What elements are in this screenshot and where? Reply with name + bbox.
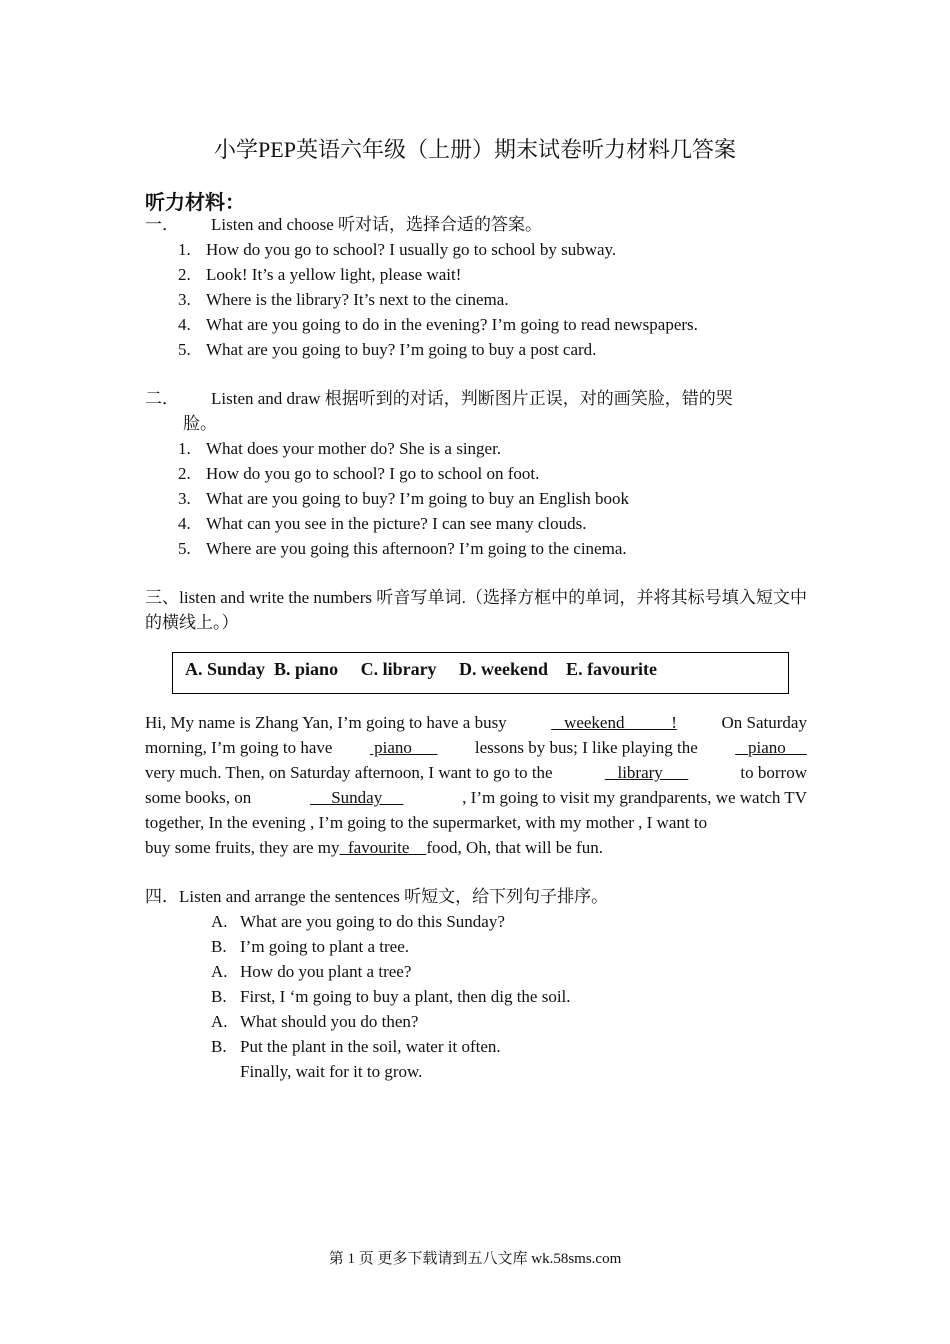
list-item: 5. What are you going to buy? I’m going to buy a post card. (178, 340, 597, 359)
section2-title-continued: 脸。 (183, 414, 217, 433)
blank-answer: _ weekend _____! (551, 713, 677, 732)
section3-title: 三、listen and write the numbers 听音写单词.（选择方框中的单词，并将其标号填入短文中的横线上。） (145, 588, 807, 632)
page-title: 小学PEP英语六年级（上册）期末试卷听力材料几答案 (214, 137, 736, 162)
word-bank-box (172, 652, 789, 694)
blank-answer: favourite (339, 838, 427, 857)
list-item: 2. How do you go to school? I go to school on foot. (178, 464, 540, 483)
blank-answer: piano (369, 738, 438, 757)
list-item: 4. What can you see in the picture? I can see many clouds. (178, 514, 587, 533)
list-item: 3. What are you going to buy? I’m going to buy an English book (178, 489, 630, 508)
list-item: 1. What does your mother do? She is a singer. (178, 439, 502, 458)
list-item: Finally, wait for it to grow. (240, 1062, 423, 1081)
list-item: B. Put the plant in the soil, water it often. (211, 1037, 501, 1056)
section2-title: Listen and draw 根据听到的对话，判断图片正误，对的画笑脸，错的哭 (211, 389, 733, 408)
section-heading-listening-material: 听力材料： (145, 192, 245, 214)
section1-title: Listen and choose 听对话，选择合适的答案。 (211, 215, 542, 234)
blank-answer: Sunday (309, 788, 404, 807)
list-item: B. I’m going to plant a tree. (211, 937, 410, 956)
list-item: 1. How do you go to school? I usually go to school by subway. (178, 240, 617, 259)
blank-answer: _piano (735, 738, 807, 757)
list-item: 4. What are you going to do in the evening? I’m going to read newspapers. (178, 315, 698, 334)
list-item: B. First, I ‘m going to buy a plant, then dig the soil. (211, 987, 571, 1006)
list-item: A. What should you do then? (211, 1012, 419, 1031)
section1-number: 一． (145, 215, 179, 234)
section2-header (145, 386, 733, 411)
blank-answer: _library (604, 763, 689, 782)
word-bank-text: A. Sunday B. piano C. library D. weekend E. favourite (185, 659, 658, 679)
list-item: 5. Where are you going this afternoon? I’m going to the cinema. (178, 539, 627, 558)
section1-header (145, 212, 542, 237)
page-footer: 第 1 页 更多下载请到五八文库 wk.58sms.com (328, 1251, 622, 1267)
section2-number: 二． (145, 389, 179, 408)
list-item: 2. Look! It’s a yellow light, please wait! (178, 265, 462, 284)
list-item: A. How do you plant a tree? (211, 962, 412, 981)
cloze-paragraph: Hi, My name is Zhang Yan, I’m going to have a busy _ weekend _____! On Saturday morning, I’m going to have piano lessons by bus; I like playing the _piano very much. Then, on Saturday afternoon, I want to go to the _library to borrow some books, on Sunday , I’m going to visit my grandparents, we watch TV together, In the evening , I’m going to the supermarket, with my mother , I want to buy some fruits, they are my favourite food, Oh, that will be fun. (145, 710, 807, 860)
list-item: 3. Where is the library? It’s next to the cinema. (178, 290, 509, 309)
section4-title: 四．Listen and arrange the sentences 听短文，给下列句子排序。 (145, 887, 609, 906)
list-item: A. What are you going to do this Sunday? (211, 912, 505, 931)
